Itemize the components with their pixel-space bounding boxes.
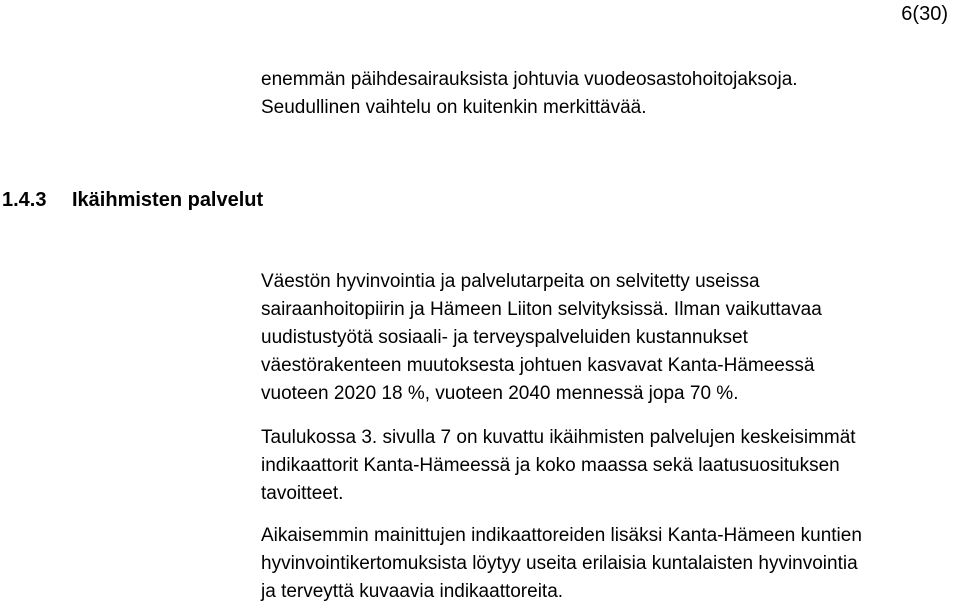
paragraph-line: Väestön hyvinvointia ja palvelutarpeita on selvitetty useissa	[261, 271, 760, 292]
intro-paragraph	[261, 66, 951, 122]
paragraph-line: enemmän päihdesairauksista johtuvia vuodeosastohoitojaksoja.	[261, 69, 798, 90]
body-paragraph	[261, 522, 951, 606]
paragraph-line: vuoteen 2020 18 %, vuoteen 2040 mennessä jopa 70 %.	[261, 383, 739, 404]
paragraph-line: uudistustyötä sosiaali- ja terveyspalveluiden kustannukset	[261, 327, 748, 348]
paragraph-line: Aikaisemmin mainittujen indikaattoreiden lisäksi Kanta-Hämeen kuntien	[261, 525, 862, 546]
paragraph-line: ja terveyttä kuvaavia indikaattoreita.	[261, 581, 564, 602]
section-number: 1.4.3	[2, 189, 47, 211]
body-paragraph	[261, 268, 951, 408]
section-title: Ikäihmisten palvelut	[72, 189, 264, 211]
paragraph-line: tavoitteet.	[261, 483, 344, 504]
paragraph-line: sairaanhoitopiirin ja Hämeen Liiton selvityksissä. Ilman vaikuttavaa	[261, 299, 822, 320]
paragraph-line: väestörakenteen muutoksesta johtuen kasvavat Kanta-Hämeessä	[261, 355, 815, 376]
page-number: 6(30)	[901, 3, 948, 25]
paragraph-line: Seudullinen vaihtelu on kuitenkin merkittävää.	[261, 97, 647, 118]
section-heading	[2, 186, 263, 214]
paragraph-line: indikaattorit Kanta-Hämeessä ja koko maassa sekä laatusuosituksen	[261, 455, 840, 476]
paragraph-line: Taulukossa 3. sivulla 7 on kuvattu ikäihmisten palvelujen keskeisimmät	[261, 427, 856, 448]
body-paragraph	[261, 424, 951, 508]
paragraph-line: hyvinvointikertomuksista löytyy useita erilaisia kuntalaisten hyvinvointia	[261, 553, 858, 574]
